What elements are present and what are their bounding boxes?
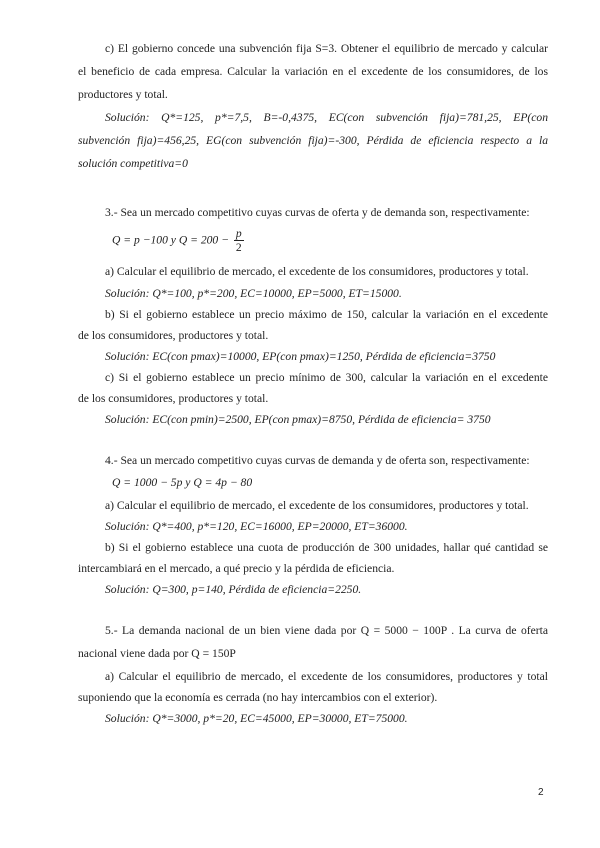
solution-line: Solución: Q*=3000, p*=20, EC=45000, EP=30000, ET=75000. [105, 712, 408, 725]
text-line: a) Calcular el equilibrio de mercado, el excedente de los consumidores, productores y total. [105, 499, 529, 512]
formula-line: Q = 1000 − 5p y Q = 4p − 80 [112, 476, 253, 489]
solution-line: Solución: Q*=400, p*=120, EC=16000, EP=20000, ET=36000. [105, 520, 408, 533]
text-line: productores y total. [78, 88, 168, 101]
text-line: a) Calcular el equilibrio de mercado, el excedente de los consumidores, productores y total [105, 670, 548, 683]
formula-text: Q = p −100 y Q = 200 − [112, 233, 229, 247]
formula-line [112, 227, 244, 255]
exercise-5-heading: 5.- La demanda nacional de un bien viene dada por Q = 5000 − 100P . La curva de oferta [105, 624, 548, 637]
text-line: a) Calcular el equilibrio de mercado, el excedente de los consumidores, productores y total. [105, 265, 529, 278]
text-line: suponiendo que la economía es cerrada (no hay intercambios con el exterior). [78, 691, 438, 704]
solution-line: Solución: Q*=100, p*=200, EC=10000, EP=5000, ET=15000. [105, 287, 402, 300]
fraction [234, 227, 244, 255]
exercise-4-heading: 4.- Sea un mercado competitivo cuyas curvas de demanda y de oferta son, respectivamente: [105, 454, 530, 467]
fraction-numerator: p [235, 227, 242, 240]
text-line: nacional viene dada por Q = 150P [78, 647, 236, 660]
text-line: b) Si el gobierno establece una cuota de producción de 300 unidades, hallar qué cantidad se [105, 541, 548, 554]
text-line: de los consumidores, productores y total. [78, 392, 269, 405]
solution-line: Solución: EC(con pmax)=10000, EP(con pmax)=1250, Pérdida de eficiencia=3750 [105, 350, 496, 363]
solution-line: Solución: Q=300, p=140, Pérdida de eficiencia=2250. [105, 583, 362, 596]
text-line: b) Si el gobierno establece un precio máximo de 150, calcular la variación en el excedente [105, 308, 548, 321]
text-line: el beneficio de cada empresa. Calcular la variación en el excedente de los consumidores, de los [78, 65, 548, 78]
solution-line: subvención fija)=456,25, EG(con subvención fija)=-300, Pérdida de eficiencia respecto a la [78, 134, 548, 147]
solution-line: Solución: Q*=125, p*=7,5, B=-0,4375, EC(con subvención fija)=781,25, EP(con [105, 111, 548, 124]
page-number: 2 [538, 787, 544, 798]
fraction-denominator: 2 [235, 241, 242, 254]
text-line: c) El gobierno concede una subvención fija S=3. Obtener el equilibrio de mercado y calcular [105, 42, 548, 55]
exercise-3-heading: 3.- Sea un mercado competitivo cuyas curvas de oferta y de demanda son, respectivamente: [105, 206, 530, 219]
solution-line: Solución: EC(con pmin)=2500, EP(con pmax)=8750, Pérdida de eficiencia= 3750 [105, 413, 491, 426]
text-line: de los consumidores, productores y total. [78, 329, 269, 342]
solution-line: solución competitiva=0 [78, 157, 188, 170]
text-line: c) Si el gobierno establece un precio mínimo de 300, calcular la variación en el excedente [105, 371, 548, 384]
text-line: intercambiará en el mercado, a qué precio y la pérdida de eficiencia. [78, 562, 395, 575]
